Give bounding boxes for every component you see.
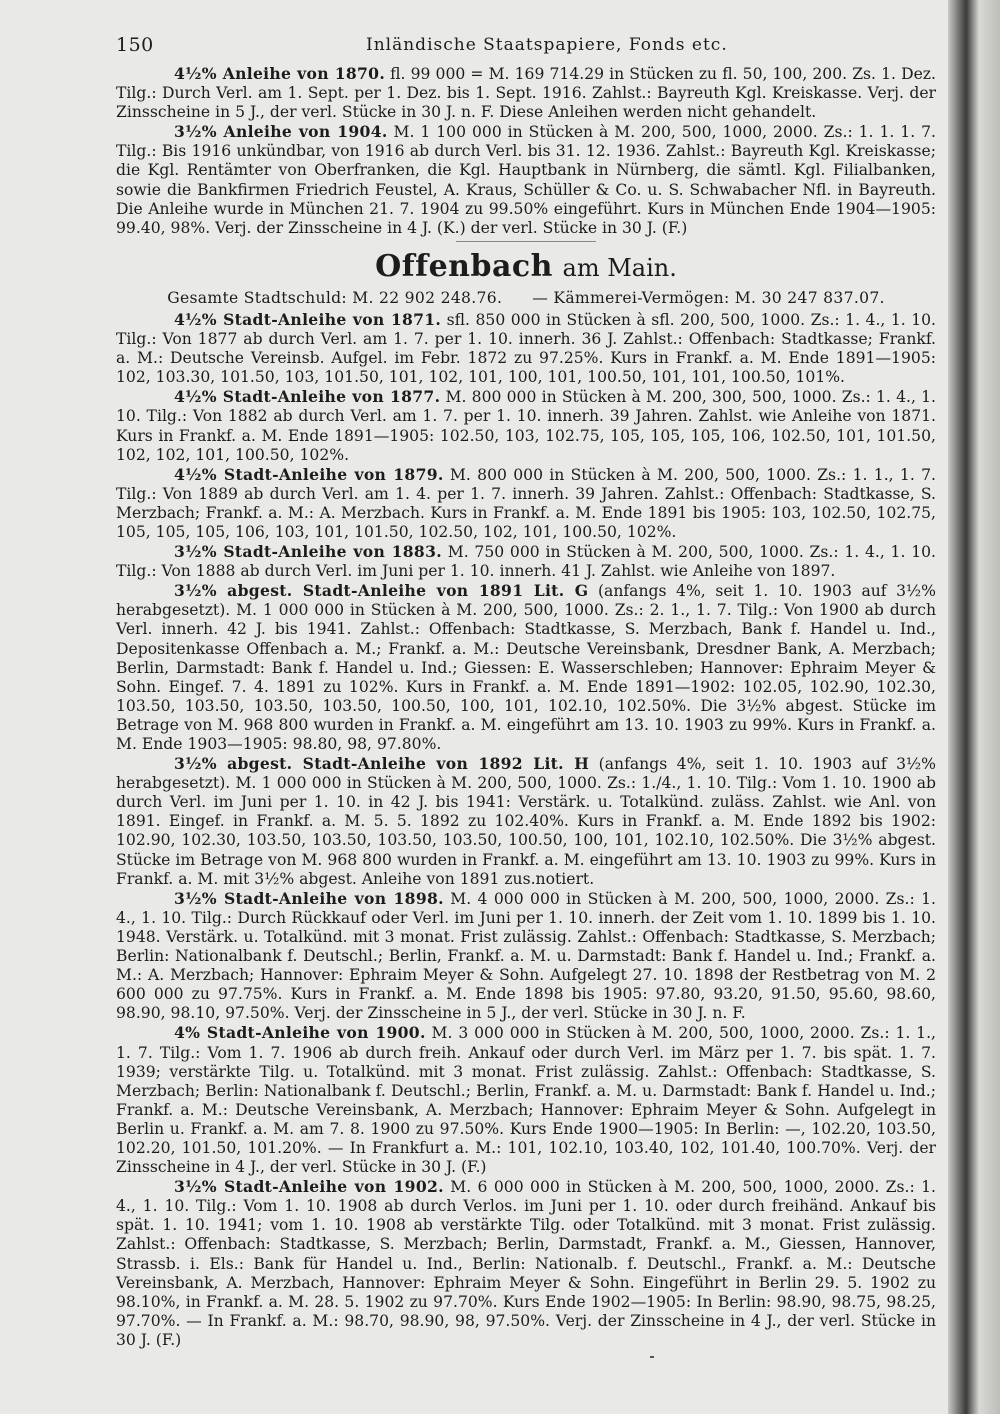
entry-title: 4½% Stadt-Anleihe von 1871.: [174, 309, 442, 329]
running-title: Inländische Staatspapiere, Fonds etc.: [366, 35, 728, 55]
entry-stadt-anleihe-1898: [116, 889, 936, 1024]
entry-title: 4½% Stadt-Anleihe von 1877.: [174, 387, 441, 407]
entry-title: 4% Stadt-Anleihe von 1900.: [174, 1023, 426, 1043]
entry-stadt-anleihe-1877: [116, 387, 936, 464]
entry-text: M. 1 100 000 in Stücken à M. 200, 500, 1000, 2000. Zs.: 1. 1. 1. 7. Tilg.: Bis 1916 unkündbar, von 1916 ab durch Verl. bis 31. 12. 1936. Zahlst.: Bayreuth Kgl. Kreiskasse; die Kgl. Rentämter von Oberfranken, die Kgl. Hauptbank in Nürnberg, die sämtl. Kgl. Filialbanken, sowie die Bankfirmen Friedrich Feustel, A. Kraus, Schüller & Co. u. S. Schwabacher Nfl. in Bayreuth. Die Anleihe wurde in München 21. 7. 1904 zu 99.50% eingeführt. Kurs in München Ende 1904—1905: 99.40, 98%. Verj. der Zinsscheine in 4 J. (K.) der verl. Stücke in 30 J. (F.): [116, 123, 936, 237]
assets-summary: — Kämmerei-Vermögen: M. 30 247 837.07.: [532, 288, 885, 307]
entry-stadt-anleihe-1883: [116, 542, 936, 581]
debt-summary: Gesamte Stadtschuld: M. 22 902 248.76.: [167, 288, 503, 307]
entry-stadt-anleihe-1900: [116, 1023, 936, 1177]
section-title-main: Offenbach: [375, 248, 553, 284]
entry-text: M. 3 000 000 in Stücken à M. 200, 500, 1000, 2000. Zs.: 1. 1., 1. 7. Tilg.: Vom 1. 7. 1906 ab durch freih. Ankauf oder durch Verl. im März per 1. 7. bis spät. 1. 7. 1939; verstärkte Tilg. u. Totalkünd. mit 3 monat. Frist zulässig. Zahlst.: Offenbach: Stadtkasse, S. Merzbach; Berlin: Nationalbank f. Deutschl.; Berlin, Frankf. a. M. u. Darmstadt: Bank f. Handel u. Ind.; Frankf. a. M.: Deutsche Vereinsbank, A. Merzbach; Hannover: Ephraim Meyer & Sohn. Aufgelegt in Berlin u. Frankf. a. M. am 7. 8. 1900 zu 97.50%. Kurs Ende 1900—1905: In Berlin: —, 102.20, 103.50, 102.20, 101.50, 101.20%. — In Frankfurt a. M.: 101, 102.10, 103.40, 102, 101.40, 100.70%. Verj. der Zinsscheine in 4 J., der verl. Stücke in 30 J. (F.): [116, 1024, 937, 1177]
entry-title: 3½% Anleihe von 1904.: [174, 122, 388, 142]
entry-title: 3½% Stadt-Anleihe von 1902.: [174, 1177, 444, 1197]
entry-stadt-anleihe-1902: [116, 1177, 936, 1350]
section-title-rest: am Main.: [562, 253, 677, 282]
entry-text: fl. 99 000 = M. 169 714.29 in Stücken zu fl. 50, 100, 200. Zs. 1. Dez. Tilg.: Durch Verl. am 1. Sept. per 1. Dez. bis 1. Sept. 1916. Zahlst.: Bayreuth Kgl. Kreiskasse. Verj. der Zinsscheine in 5 J., der verl. Stücke in 30 J. n. F. Diese Anleihen werden nicht gehandelt.: [116, 65, 936, 122]
book-gutter-shadow: [948, 0, 1000, 1414]
debt-summary-line: [116, 289, 936, 308]
entry-anleihe-1870: [116, 64, 936, 122]
page-number: 150: [116, 34, 154, 56]
document-page: [116, 30, 936, 1350]
entry-text: M. 800 000 in Stücken à M. 200, 300, 500, 1000. Zs.: 1. 4., 1. 10. Tilg.: Von 1882 ab durch Verl. am 1. 7. per 1. 10. innerh. 39 Jahren. Zahlst. wie Anleihe von 1871. Kurs in Frankf. a. M. Ende 1891—1905: 102.50, 103, 102.75, 105, 105, 105, 106, 102.50, 101, 101.50, 102, 102, 101, 100.50, 102%.: [116, 388, 936, 464]
entry-text: M. 800 000 in Stücken à M. 200, 500, 1000. Zs.: 1. 1., 1. 7. Tilg.: Von 1889 ab durch Verl. am 1. 4. per 1. 7. innerh. 39 Jahren. Zahlst.: Offenbach: Stadtkasse, S. Merzbach; Frankf. a. M.: A. Merzbach. Kurs in Frankf. a. M. Ende 1891 bis 1905: 103, 102.50, 102.75, 105, 105, 105, 106, 103, 101, 101.50, 102.50, 102, 101, 100.50, 102%.: [116, 465, 936, 541]
entry-stadt-anleihe-1892: [116, 754, 936, 889]
entry-stadt-anleihe-1879: [116, 465, 936, 542]
entry-stadt-anleihe-1891: [116, 581, 936, 754]
entry-title: 4½% Anleihe von 1870.: [174, 64, 386, 83]
entry-title: 4½% Stadt-Anleihe von 1879.: [174, 464, 444, 484]
section-title: [116, 248, 936, 287]
entry-text: M. 6 000 000 in Stücken à M. 200, 500, 1000, 2000. Zs.: 1. 4., 1. 10. Tilg.: Vom 1. 10. 1908 ab durch Verlos. im Juni per 1. 10. oder durch freihänd. Ankauf bis spät. 1. 10. 1941; vom 1. 10. 1908 ab verstärkte Tilg. oder Totalkünd. mit 3 monat. Frist zulässig. Zahlst.: Offenbach: Stadtkasse, S. Merzbach; Berlin, Darmstadt, Frankf. a. M., Giessen, Hannover, Strassb. i. Els.: Bank für Handel u. Ind., Berlin: Nationalb. f. Deutschl., Frankf. a. M.: Deutsche Vereinsbank, A. Merzbach, Hannover: Ephraim Meyer & Sohn. Eingeführt in Berlin 29. 5. 1902 zu 98.10%, in Frankf. a. M. 28. 5. 1902 zu 97.70%. Kurs Ende 1902—1905: In Berlin: 98.90, 98.75, 98.25, 97.70%. — In Frankf. a. M.: 98.70, 98.90, 98, 97.50%. Verj. der Zinsscheine in 4 J., der verl. Stücke in 30 J. (F.): [116, 1178, 936, 1349]
entry-text: (anfangs 4%, seit 1. 10. 1903 auf 3½% herabgesetzt). M. 1 000 000 in Stücken à M. 200, 500, 1000. Zs.: 1./4., 1. 10. Tilg.: Vom 1. 10. 1900 ab durch Verl. im Juni per 1. 10. in 42 J. bis 1941: Verstärk. u. Totalkünd. zuläss. Zahlst. wie Anl. von 1891. Eingef. in Frankf. a. M. 5. 5. 1892 zu 102.40%. Kurs in Frankf. a. M. Ende 1892 bis 1902: 102.90, 102.30, 103.50, 103.50, 103.50, 103.50, 100.50, 100, 101, 102.10, 102.50%. Die 3½% abgest. Stücke im Betrage von M. 968 800 wurden in Frankf. a. M. eingeführt am 13. 10. 1903 zu 99%. Kurs in Frankf. a. M. mit 3½% abgest. Anleihe von 1891 zus.notiert.: [116, 755, 936, 888]
entry-title: 3½% abgest. Stadt-Anleihe von 1891 Lit. G: [174, 581, 589, 601]
page-header: [116, 30, 936, 64]
entry-text: sfl. 850 000 in Stücken à sfl. 200, 500, 1000. Zs.: 1. 4., 1. 10. Tilg.: Von 1877 ab durch Verl. am 1. 7. per 1. 10. innerh. 36 J. Zahlst.: Offenbach: Stadtkasse; Frankf. a. M.: Deutsche Vereinsb. Aufgel. im Febr. 1872 zu 97.25%. Kurs in Frankf. a. M. Ende 1891—1905: 102, 103.30, 101.50, 103, 101.50, 101, 102, 101, 100, 101, 100.50, 101, 101, 100.50, 101%.: [116, 310, 937, 387]
section-divider: [456, 241, 596, 242]
entry-title: 3½% Stadt-Anleihe von 1883.: [174, 542, 442, 562]
entry-text: M. 4 000 000 in Stücken à M. 200, 500, 1000, 2000. Zs.: 1. 4., 1. 10. Tilg.: Durch Rückkauf oder Verl. im Juni per 1. 10. innerh. der Zeit vom 1. 10. 1899 bis 1. 10. 1948. Verstärk. u. Totalkünd. mit 3 monat. Frist zulässig. Zahlst.: Offenbach: Stadtkasse, S. Merzbach; Berlin: Nationalbank f. Deutschl.; Berlin, Frankf. a. M. u. Darmstadt: Bank f. Handel u. Ind.; Frankf. a. M.: A. Merzbach; Hannover: Ephraim Meyer & Sohn. Aufgelegt 27. 10. 1898 der Restbetrag von M. 2 600 000 zu 97.75%. Kurs in Frankf. a. M. Ende 1898 bis 1905: 97.80, 93.20, 91.50, 95.60, 98.60, 98.90, 98.10, 97.50%. Verj. der Zinsscheine in 5 J., der verl. Stücke in 30 J. n. F.: [116, 889, 936, 1023]
entry-title: 3½% Stadt-Anleihe von 1898.: [174, 888, 444, 908]
entry-text: M. 750 000 in Stücken à M. 200, 500, 1000. Zs.: 1. 4., 1. 10. Tilg.: Von 1888 ab durch Verl. im Juni per 1. 10. innerh. 41 J. Zahlst. wie Anleihe von 1897.: [116, 543, 936, 581]
entry-stadt-anleihe-1871: [116, 310, 936, 387]
entry-title: 3½% abgest. Stadt-Anleihe von 1892 Lit. H: [174, 754, 590, 774]
entry-anleihe-1904: [116, 122, 936, 238]
print-speck: [650, 1356, 654, 1358]
entry-text: (anfangs 4%, seit 1. 10. 1903 auf 3½% herabgesetzt). M. 1 000 000 in Stücken à M. 200, 500, 1000. Zs.: 2. 1., 1. 7. Tilg.: Von 1900 ab durch Verl. innerh. 42 J. bis 1941. Zahlst.: Offenbach: Stadtkasse, S. Merzbach, Bank f. Handel u. Ind., Depositenkasse Offenbach a. M.; Frankf. a. M.: Deutsche Vereinsbank, Dresdner Bank, A. Merzbach; Berlin, Darmstadt: Bank f. Handel u. Ind.; Giessen: E. Wasserschleben; Hannover: Ephraim Meyer & Sohn. Eingef. 7. 4. 1891 zu 102%. Kurs in Frankf. a. M. Ende 1891—1902: 102.05, 102.90, 102.30, 103.50, 103.50, 103.50, 103.50, 100.50, 100, 101, 102.10, 102.50%. Die 3½% abgest. Stücke im Betrage von M. 968 800 wurden in Frankf. a. M. eingeführt am 13. 10. 1903 zu 99%. Kurs in Frankf. a. M. Ende 1903—1905: 98.80, 98, 97.80%.: [116, 582, 936, 753]
